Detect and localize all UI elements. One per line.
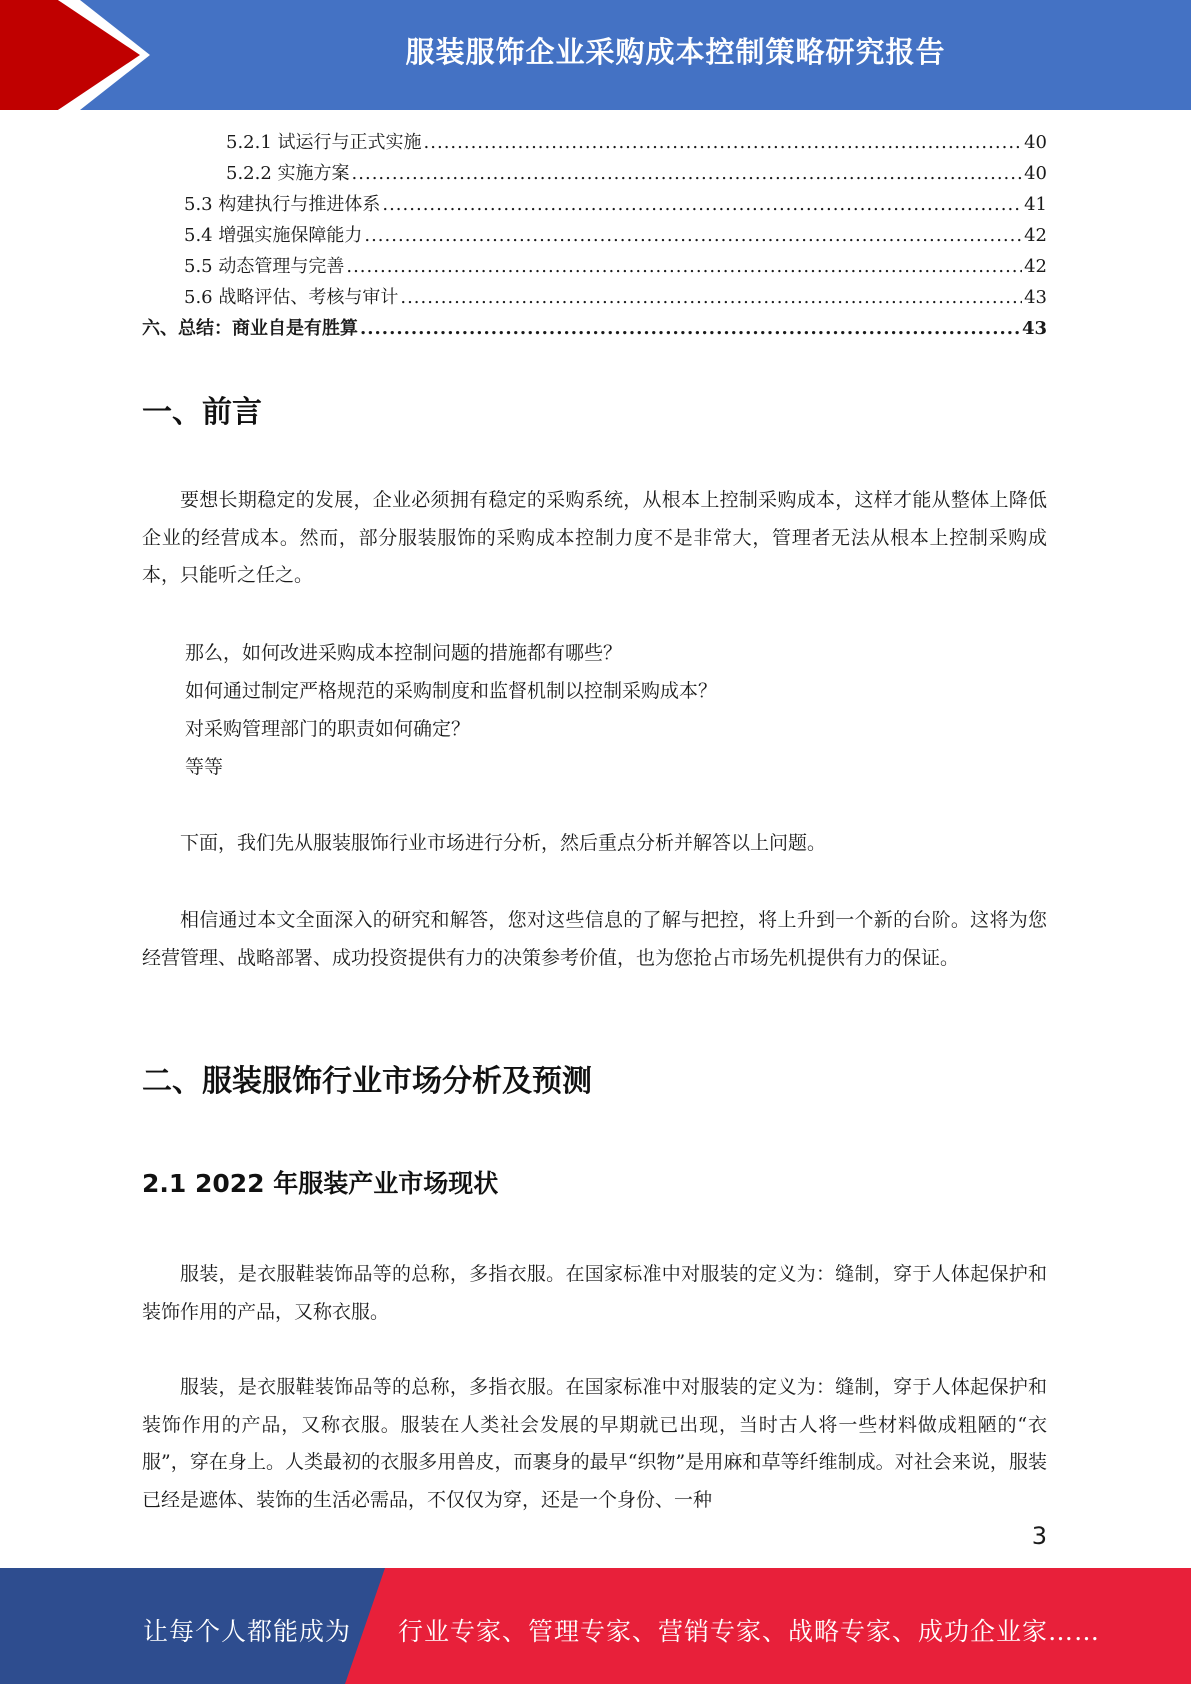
paragraph: 下面，我们先从服装服饰行业市场进行分析，然后重点分析并解答以上问题。	[180, 832, 827, 854]
question-line: 对采购管理部门的职责如何确定？	[185, 718, 471, 740]
toc-entry[interactable]	[184, 191, 1047, 219]
toc-entry[interactable]	[184, 222, 1047, 250]
toc-entry[interactable]	[184, 253, 1047, 281]
footer-slogan-left: 让每个人都能成为	[143, 1617, 352, 1646]
toc-leader	[346, 253, 1022, 281]
toc-entry-page: 40	[1024, 163, 1047, 184]
toc-entry-page: 43	[1024, 287, 1047, 308]
question-line: 等等	[185, 756, 224, 778]
toc-entry-label: 5.3 构建执行与推进体系	[184, 194, 381, 215]
toc-entry-page: 42	[1024, 225, 1047, 246]
paragraph: 服装，是衣服鞋装饰品等的总称，多指衣服。在国家标准中对服装的定义为：缝制，穿于人体起保护和装饰作用的产品，又称衣服。	[142, 1263, 1047, 1323]
toc-entry-page: 41	[1024, 194, 1047, 215]
section-heading: 一、前言	[142, 395, 262, 430]
toc-entry[interactable]	[226, 160, 1047, 188]
paragraph: 要想长期稳定的发展，企业必须拥有稳定的采购系统，从根本上控制采购成本，这样才能从整体上降低企业的经营成本。然而，部分服装服饰的采购成本控制力度不是非常大，管理者无法从根本上控制采购成本，只能听之任之。	[142, 489, 1047, 586]
section-heading: 二、服装服饰行业市场分析及预测	[142, 1064, 592, 1099]
paragraph: 相信通过本文全面深入的研究和解答，您对这些信息的了解与把控，将上升到一个新的台阶。这将为您经营管理、战略部署、成功投资提供有力的决策参考价值，也为您抢占市场先机提供有力的保证。	[142, 909, 1047, 969]
toc-entry-label: 5.5 动态管理与完善	[184, 256, 345, 277]
toc-leader	[400, 284, 1022, 312]
toc-entry-label: 5.2.1 试运行与正式实施	[226, 132, 422, 153]
document-title: 服装服饰企业采购成本控制策略研究报告	[405, 35, 946, 69]
page-header	[0, 0, 1191, 110]
toc-entry-label: 六、总结：商业自是有胜算	[142, 318, 358, 339]
toc-entry-page: 42	[1024, 256, 1047, 277]
question-line: 如何通过制定严格规范的采购制度和监督机制以控制采购成本？	[185, 680, 718, 702]
toc-entry-page: 40	[1024, 132, 1047, 153]
toc-leader	[352, 160, 1023, 188]
toc-leader	[382, 191, 1022, 219]
page-footer	[0, 1568, 1191, 1684]
toc-leader	[424, 129, 1023, 157]
toc-entry-label: 5.2.2 实施方案	[226, 163, 350, 184]
toc-entry-label: 5.6 战略评估、考核与审计	[184, 287, 399, 308]
toc-entry[interactable]	[184, 284, 1047, 312]
subsection-heading: 2.1 2022 年服装产业市场现状	[142, 1169, 499, 1198]
footer-slogan-right: 行业专家、管理专家、营销专家、战略专家、成功企业家……	[398, 1617, 1101, 1646]
question-line: 那么，如何改进采购成本控制问题的措施都有哪些？	[185, 642, 623, 664]
page-number: 3	[1031, 1522, 1047, 1550]
toc-leader	[364, 222, 1022, 250]
toc-entry-chapter[interactable]	[142, 315, 1047, 343]
paragraph: 服装，是衣服鞋装饰品等的总称，多指衣服。在国家标准中对服装的定义为：缝制，穿于人体起保护和装饰作用的产品，又称衣服。服装在人类社会发展的早期就已出现，当时古人将一些材料做成粗陋的“衣服”，穿在身上。人类最初的衣服多用兽皮，而裹身的最早“织物”是用麻和草等纤维制成。对社会来说，服装已经是遮体、装饰的生活必需品，不仅仅为穿，还是一个身份、一种	[142, 1376, 1047, 1511]
toc-entry[interactable]	[226, 129, 1047, 157]
toc-leader	[360, 315, 1020, 343]
toc-entry-label: 5.4 增强实施保障能力	[184, 225, 363, 246]
toc-entry-page: 43	[1021, 318, 1047, 339]
